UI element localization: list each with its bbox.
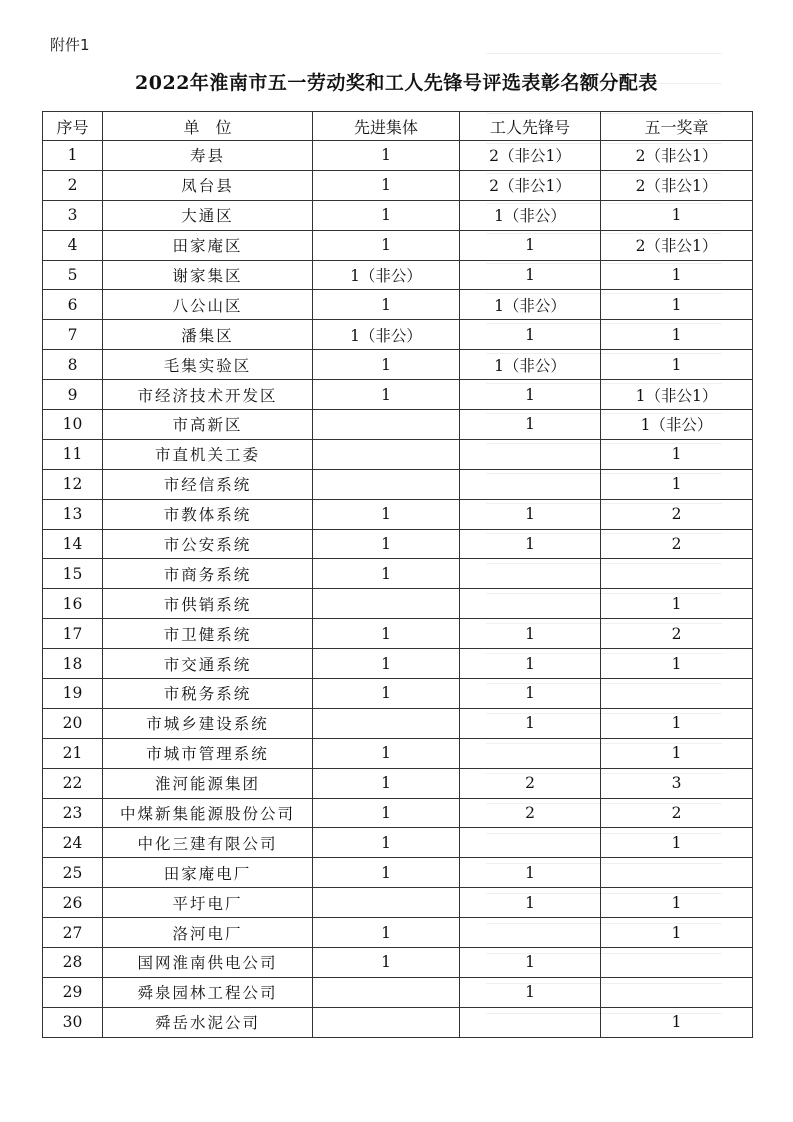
serial-number-cell: 22 <box>43 768 103 798</box>
serial-number-cell: 3 <box>43 200 103 230</box>
may-day-medal-cell: 2 <box>601 499 753 529</box>
table-row <box>43 410 753 440</box>
table-row <box>43 170 753 200</box>
may-day-medal-cell: 1 <box>601 290 753 320</box>
serial-number-cell: 2 <box>43 170 103 200</box>
table-row <box>43 529 753 559</box>
serial-number-cell: 30 <box>43 1007 103 1037</box>
advanced-collective-cell: 1 <box>313 738 460 768</box>
worker-pioneer-cell: 2 <box>460 768 601 798</box>
serial-number-cell: 25 <box>43 858 103 888</box>
advanced-collective-cell: 1 <box>313 380 460 410</box>
advanced-collective-cell: 1 <box>313 290 460 320</box>
advanced-collective-cell: 1 <box>313 170 460 200</box>
unit-name-cell: 市直机关工委 <box>103 439 313 469</box>
worker-pioneer-cell: 1 <box>460 380 601 410</box>
worker-pioneer-cell: 1 <box>460 529 601 559</box>
advanced-collective-cell: 1 <box>313 619 460 649</box>
unit-name-cell: 舜岳水泥公司 <box>103 1007 313 1037</box>
unit-name-cell: 市商务系统 <box>103 559 313 589</box>
table-body <box>43 141 753 1038</box>
advanced-collective-cell <box>313 1007 460 1037</box>
may-day-medal-cell: 2 <box>601 798 753 828</box>
may-day-medal-cell: 2（非公1） <box>601 230 753 260</box>
worker-pioneer-cell: 1 <box>460 679 601 709</box>
may-day-medal-cell: 2 <box>601 529 753 559</box>
advanced-collective-cell: 1 <box>313 768 460 798</box>
header-advanced-collective: 先进集体 <box>313 112 460 141</box>
may-day-medal-cell: 1 <box>601 738 753 768</box>
unit-name-cell: 中化三建有限公司 <box>103 828 313 858</box>
advanced-collective-cell: 1 <box>313 559 460 589</box>
unit-name-cell: 市交通系统 <box>103 649 313 679</box>
table-row <box>43 1007 753 1037</box>
advanced-collective-cell: 1 <box>313 828 460 858</box>
worker-pioneer-cell: 1 <box>460 260 601 290</box>
serial-number-cell: 14 <box>43 529 103 559</box>
advanced-collective-cell: 1 <box>313 858 460 888</box>
table-row <box>43 918 753 948</box>
unit-name-cell: 市经信系统 <box>103 469 313 499</box>
unit-name-cell: 寿县 <box>103 141 313 171</box>
table-row <box>43 499 753 529</box>
serial-number-cell: 23 <box>43 798 103 828</box>
unit-name-cell: 八公山区 <box>103 290 313 320</box>
serial-number-cell: 6 <box>43 290 103 320</box>
table-row <box>43 469 753 499</box>
table-row <box>43 858 753 888</box>
may-day-medal-cell: 1 <box>601 589 753 619</box>
quota-table <box>42 111 753 1038</box>
may-day-medal-cell <box>601 559 753 589</box>
unit-name-cell: 田家庵电厂 <box>103 858 313 888</box>
unit-name-cell: 市教体系统 <box>103 499 313 529</box>
serial-number-cell: 19 <box>43 679 103 709</box>
unit-name-cell: 市供销系统 <box>103 589 313 619</box>
worker-pioneer-cell <box>460 1007 601 1037</box>
worker-pioneer-cell: 1 <box>460 948 601 978</box>
header-may-day-medal: 五一奖章 <box>601 112 753 141</box>
advanced-collective-cell: 1（非公） <box>313 260 460 290</box>
worker-pioneer-cell: 1 <box>460 410 601 440</box>
serial-number-cell: 4 <box>43 230 103 260</box>
table-row <box>43 708 753 738</box>
unit-name-cell: 田家庵区 <box>103 230 313 260</box>
unit-name-cell: 谢家集区 <box>103 260 313 290</box>
serial-number-cell: 7 <box>43 320 103 350</box>
advanced-collective-cell: 1 <box>313 679 460 709</box>
worker-pioneer-cell <box>460 828 601 858</box>
may-day-medal-cell: 3 <box>601 768 753 798</box>
serial-number-cell: 26 <box>43 888 103 918</box>
serial-number-cell: 24 <box>43 828 103 858</box>
serial-number-cell: 10 <box>43 410 103 440</box>
unit-name-cell: 淮河能源集团 <box>103 768 313 798</box>
table-row <box>43 828 753 858</box>
serial-number-cell: 15 <box>43 559 103 589</box>
serial-number-cell: 13 <box>43 499 103 529</box>
worker-pioneer-cell <box>460 918 601 948</box>
table-row <box>43 649 753 679</box>
table-row <box>43 380 753 410</box>
advanced-collective-cell <box>313 439 460 469</box>
may-day-medal-cell <box>601 948 753 978</box>
advanced-collective-cell: 1 <box>313 948 460 978</box>
serial-number-cell: 18 <box>43 649 103 679</box>
header-serial-number: 序号 <box>43 112 103 141</box>
worker-pioneer-cell <box>460 589 601 619</box>
may-day-medal-cell: 1 <box>601 439 753 469</box>
serial-number-cell: 20 <box>43 708 103 738</box>
attachment-label: 附件1 <box>50 36 90 54</box>
advanced-collective-cell: 1 <box>313 141 460 171</box>
unit-name-cell: 凤台县 <box>103 170 313 200</box>
serial-number-cell: 11 <box>43 439 103 469</box>
worker-pioneer-cell: 1 <box>460 619 601 649</box>
document-title: 2022年淮南市五一劳动奖和工人先锋号评选表彰名额分配表 <box>135 72 658 94</box>
serial-number-cell: 21 <box>43 738 103 768</box>
may-day-medal-cell: 2（非公1） <box>601 141 753 171</box>
may-day-medal-cell: 1 <box>601 260 753 290</box>
unit-name-cell: 市公安系统 <box>103 529 313 559</box>
worker-pioneer-cell: 2（非公1） <box>460 141 601 171</box>
may-day-medal-cell <box>601 858 753 888</box>
may-day-medal-cell: 1 <box>601 828 753 858</box>
table-row <box>43 619 753 649</box>
advanced-collective-cell: 1 <box>313 798 460 828</box>
unit-name-cell: 舜泉园林工程公司 <box>103 977 313 1007</box>
table-row <box>43 350 753 380</box>
worker-pioneer-cell: 1 <box>460 499 601 529</box>
worker-pioneer-cell <box>460 559 601 589</box>
worker-pioneer-cell: 1 <box>460 320 601 350</box>
advanced-collective-cell: 1（非公） <box>313 320 460 350</box>
worker-pioneer-cell: 1 <box>460 977 601 1007</box>
may-day-medal-cell: 1 <box>601 320 753 350</box>
serial-number-cell: 29 <box>43 977 103 1007</box>
table-row <box>43 290 753 320</box>
advanced-collective-cell: 1 <box>313 230 460 260</box>
unit-name-cell: 市高新区 <box>103 410 313 440</box>
header-worker-pioneer: 工人先锋号 <box>460 112 601 141</box>
unit-name-cell: 中煤新集能源股份公司 <box>103 798 313 828</box>
serial-number-cell: 17 <box>43 619 103 649</box>
unit-name-cell: 大通区 <box>103 200 313 230</box>
may-day-medal-cell: 1 <box>601 918 753 948</box>
table-row <box>43 589 753 619</box>
table-row <box>43 439 753 469</box>
worker-pioneer-cell: 1 <box>460 858 601 888</box>
advanced-collective-cell <box>313 589 460 619</box>
may-day-medal-cell: 1 <box>601 649 753 679</box>
advanced-collective-cell <box>313 977 460 1007</box>
unit-name-cell: 市城市管理系统 <box>103 738 313 768</box>
worker-pioneer-cell: 2（非公1） <box>460 170 601 200</box>
table-row <box>43 141 753 171</box>
worker-pioneer-cell: 1 <box>460 230 601 260</box>
serial-number-cell: 28 <box>43 948 103 978</box>
table-row <box>43 320 753 350</box>
unit-name-cell: 市税务系统 <box>103 679 313 709</box>
worker-pioneer-cell: 1（非公） <box>460 200 601 230</box>
may-day-medal-cell: 1（非公1） <box>601 380 753 410</box>
unit-name-cell: 市经济技术开发区 <box>103 380 313 410</box>
serial-number-cell: 5 <box>43 260 103 290</box>
unit-name-cell: 洛河电厂 <box>103 918 313 948</box>
advanced-collective-cell: 1 <box>313 649 460 679</box>
table-row <box>43 888 753 918</box>
worker-pioneer-cell: 1 <box>460 708 601 738</box>
advanced-collective-cell: 1 <box>313 529 460 559</box>
serial-number-cell: 16 <box>43 589 103 619</box>
may-day-medal-cell <box>601 977 753 1007</box>
may-day-medal-cell: 1 <box>601 200 753 230</box>
advanced-collective-cell <box>313 888 460 918</box>
may-day-medal-cell: 2 <box>601 619 753 649</box>
serial-number-cell: 8 <box>43 350 103 380</box>
table-header-row <box>43 112 753 141</box>
may-day-medal-cell: 1 <box>601 888 753 918</box>
table-row <box>43 679 753 709</box>
unit-name-cell: 潘集区 <box>103 320 313 350</box>
unit-name-cell: 毛集实验区 <box>103 350 313 380</box>
advanced-collective-cell: 1 <box>313 200 460 230</box>
unit-name-cell: 国网淮南供电公司 <box>103 948 313 978</box>
may-day-medal-cell: 1 <box>601 1007 753 1037</box>
worker-pioneer-cell: 1（非公） <box>460 290 601 320</box>
advanced-collective-cell <box>313 708 460 738</box>
header-unit: 单 位 <box>103 112 313 141</box>
table-row <box>43 738 753 768</box>
unit-name-cell: 市城乡建设系统 <box>103 708 313 738</box>
worker-pioneer-cell: 1（非公） <box>460 350 601 380</box>
may-day-medal-cell: 1 <box>601 708 753 738</box>
may-day-medal-cell <box>601 679 753 709</box>
may-day-medal-cell: 1 <box>601 469 753 499</box>
table-row <box>43 260 753 290</box>
table-row <box>43 200 753 230</box>
advanced-collective-cell: 1 <box>313 918 460 948</box>
worker-pioneer-cell <box>460 469 601 499</box>
serial-number-cell: 27 <box>43 918 103 948</box>
worker-pioneer-cell <box>460 439 601 469</box>
table-row <box>43 559 753 589</box>
may-day-medal-cell: 1（非公） <box>601 410 753 440</box>
advanced-collective-cell: 1 <box>313 350 460 380</box>
unit-name-cell: 平圩电厂 <box>103 888 313 918</box>
worker-pioneer-cell: 1 <box>460 649 601 679</box>
advanced-collective-cell <box>313 410 460 440</box>
table-row <box>43 230 753 260</box>
advanced-collective-cell <box>313 469 460 499</box>
table-row <box>43 977 753 1007</box>
table-row <box>43 798 753 828</box>
serial-number-cell: 12 <box>43 469 103 499</box>
advanced-collective-cell: 1 <box>313 499 460 529</box>
serial-number-cell: 9 <box>43 380 103 410</box>
unit-name-cell: 市卫健系统 <box>103 619 313 649</box>
may-day-medal-cell: 1 <box>601 350 753 380</box>
worker-pioneer-cell: 1 <box>460 888 601 918</box>
worker-pioneer-cell <box>460 738 601 768</box>
worker-pioneer-cell: 2 <box>460 798 601 828</box>
table-row <box>43 948 753 978</box>
may-day-medal-cell: 2（非公1） <box>601 170 753 200</box>
serial-number-cell: 1 <box>43 141 103 171</box>
table-row <box>43 768 753 798</box>
